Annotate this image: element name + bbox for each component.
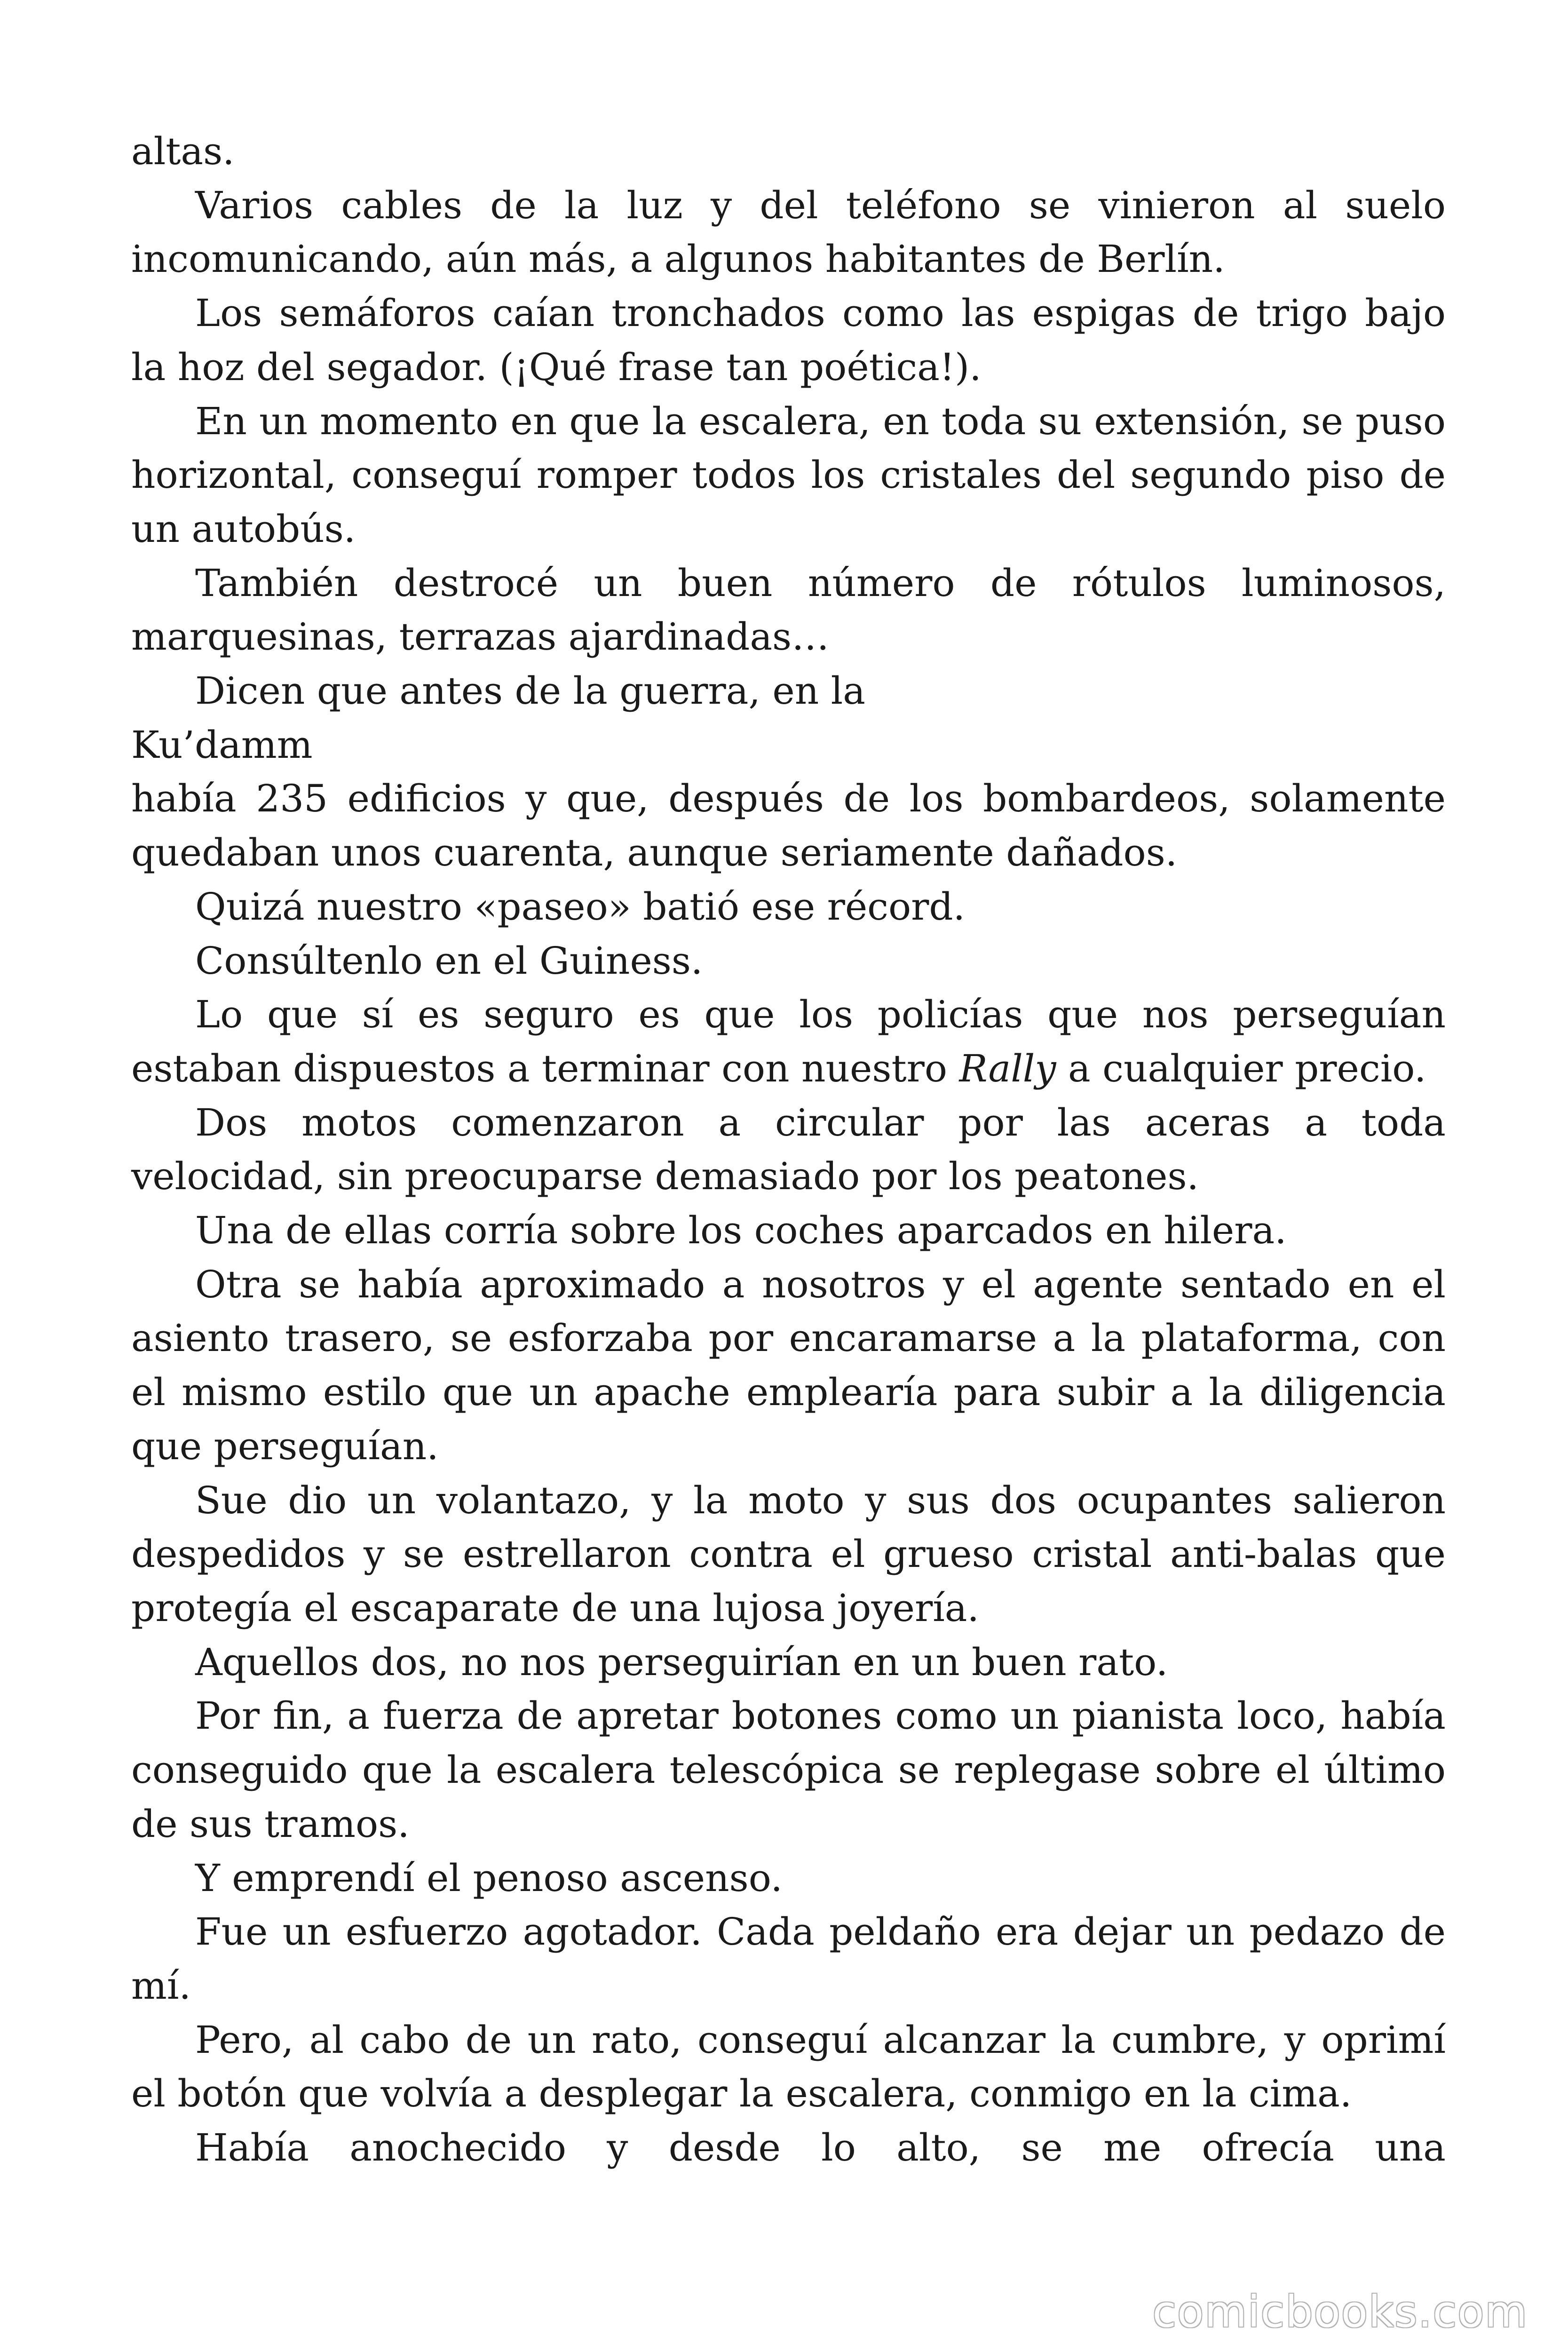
paragraph: Sue dio un volantazo, y la moto y sus dos ocupantes salieron despedidos y se estrellaron contra el grueso cristal anti-balas que protegía el escaparate de una lujosa joyería. [131, 1478, 1446, 1630]
body-text [131, 125, 1446, 2175]
paragraph: altas. [131, 129, 235, 173]
paragraph: Los semáforos caían tronchados como las espigas de trigo bajo la hoz del segador. (¡Qué frase tan poética!). [131, 291, 1446, 389]
paragraph: Ku’damm [131, 723, 313, 767]
paragraph: Y emprendí el penoso ascenso. [195, 1856, 783, 1900]
paragraph-text: a cualquier precio. [1068, 1046, 1426, 1090]
paragraph: Dicen que antes de la guerra, en la [195, 669, 865, 713]
paragraph: Quizá nuestro «paseo» batió ese récord. [195, 884, 966, 929]
paragraph [131, 988, 1446, 1096]
paragraph-text: Lo que sí es seguro es que los policías que nos perseguían estaban dispuestos a terminar con nuestro [131, 993, 1446, 1090]
paragraph: Varios cables de la luz y del teléfono se vinieron al suelo incomunicando, aún más, a algunos habitantes de Berlín. [131, 183, 1446, 281]
paragraph: Había anochecido y desde lo alto, se me ofrecía una [195, 2126, 1446, 2170]
paragraph: También destrocé un buen número de rótulos luminosos, marquesinas, terrazas ajardinadas… [131, 561, 1446, 659]
paragraph: Aquellos dos, no nos perseguirían en un buen rato. [195, 1640, 1168, 1684]
paragraph: Por fin, a fuerza de apretar botones como un pianista loco, había conseguido que la escalera telescópica se replegase sobre el último de sus tramos. [131, 1694, 1446, 1846]
italic-term: Rally [959, 1046, 1056, 1090]
paragraph: Pero, al cabo de un rato, conseguí alcanzar la cumbre, y oprimí el botón que volvía a desplegar la escalera, conmigo en la cima. [131, 2018, 1446, 2116]
paragraph: En un momento en que la escalera, en toda su extensión, se puso horizontal, conseguí romper todos los cristales del segundo piso de un autobús. [131, 399, 1446, 551]
paragraph: Fue un esfuerzo agotador. Cada peldaño era dejar un pedazo de mí. [131, 1910, 1446, 2008]
paragraph: había 235 edificios y que, después de los bombardeos, solamente quedaban unos cuarenta, aunque seriamente dañados. [131, 777, 1446, 875]
paragraph: Otra se había aproximado a nosotros y el agente sentado en el asiento trasero, se esforzaba por encaramarse a la plataforma, con el mismo estilo que un apache emplearía para subir a la diligencia que perseguían. [131, 1262, 1446, 1468]
watermark: comicbooks.com [1152, 2287, 1528, 2337]
paragraph: Consúltenlo en el Guiness. [195, 938, 703, 983]
paragraph: Dos motos comenzaron a circular por las aceras a toda velocidad, sin preocuparse demasiado por los peatones. [131, 1100, 1446, 1199]
paragraph: Una de ellas corría sobre los coches aparcados en hilera. [195, 1208, 1287, 1253]
